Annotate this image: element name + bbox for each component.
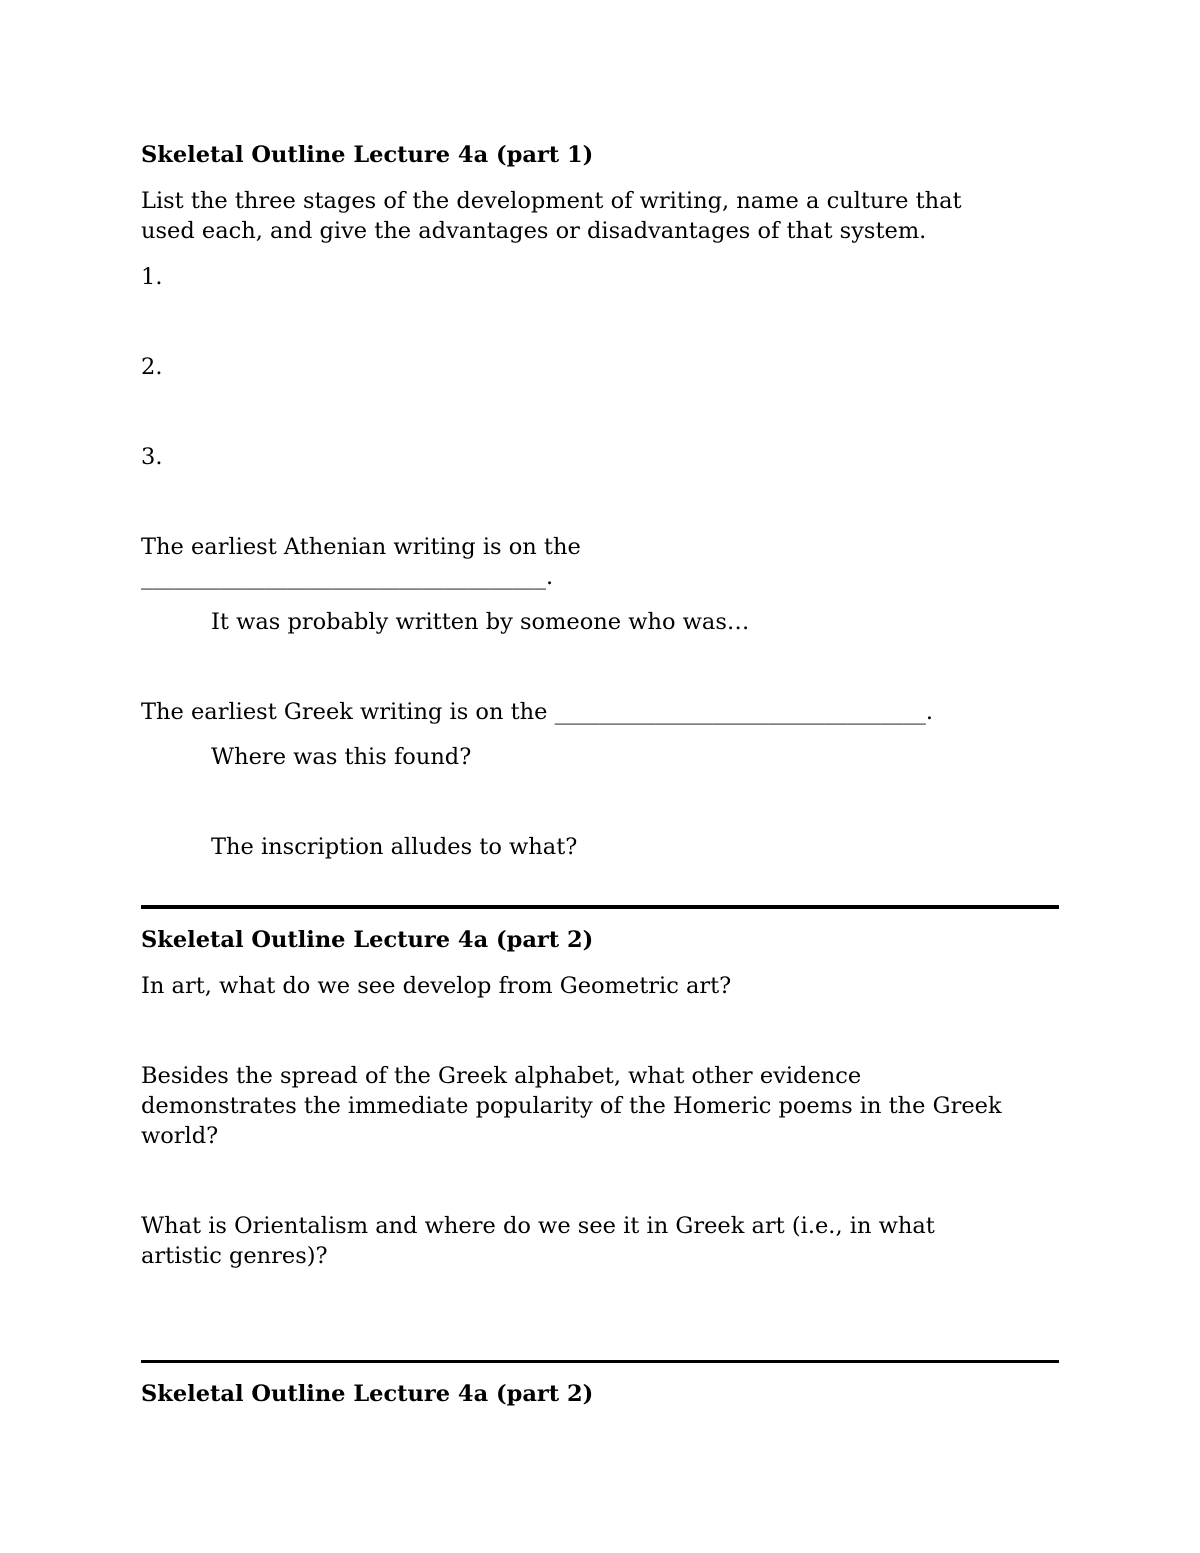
where-found-question: Where was this found? [211,744,472,770]
part1-intro-line1: List the three stages of the development of writing, name a culture that [141,188,962,214]
homeric-question-line1: Besides the spread of the Greek alphabet, what other evidence [141,1063,862,1089]
part1-heading: Skeletal Outline Lecture 4a (part 1) [141,142,594,168]
orientalism-question-line2: artistic genres)? [141,1243,328,1269]
athenian-writing-question: The earliest Athenian writing is on the [141,534,581,560]
section-divider [141,905,1059,909]
athenian-writing-blank: ____________________________________. [141,564,554,590]
list-item-3: 3. [141,444,163,470]
part2-heading: Skeletal Outline Lecture 4a (part 2) [141,927,594,953]
homeric-question-line3: world? [141,1123,219,1149]
homeric-question-line2: demonstrates the immediate popularity of the Homeric poems in the Greek [141,1093,1002,1119]
part3-heading: Skeletal Outline Lecture 4a (part 2) [141,1381,594,1407]
list-item-2: 2. [141,354,163,380]
athenian-writer-question: It was probably written by someone who was… [211,609,750,635]
greek-writing-question: The earliest Greek writing is on the _________________________________. [141,699,934,725]
geometric-art-question: In art, what do we see develop from Geometric art? [141,973,732,999]
list-item-1: 1. [141,264,163,290]
inscription-question: The inscription alludes to what? [211,834,578,860]
orientalism-question-line1: What is Orientalism and where do we see it in Greek art (i.e., in what [141,1213,935,1239]
section-divider [141,1360,1059,1363]
part1-intro-line2: used each, and give the advantages or disadvantages of that system. [141,218,927,244]
